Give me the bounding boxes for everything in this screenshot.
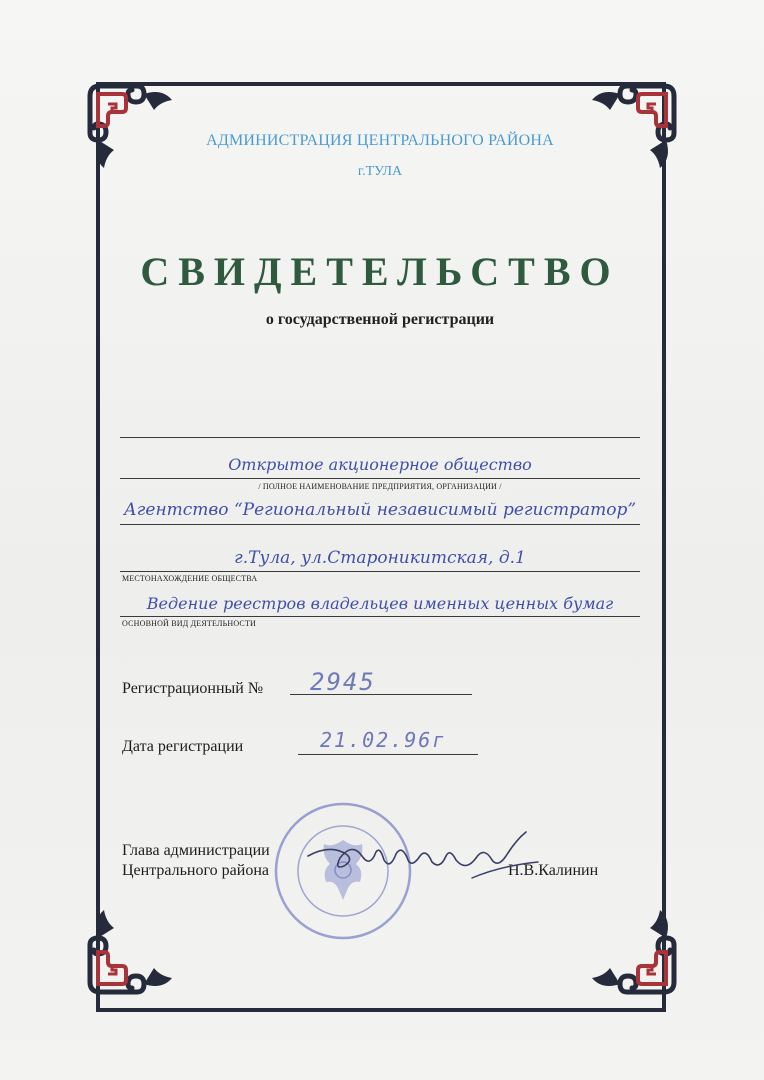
activity-caption: ОСНОВНОЙ ВИД ДЕЯТЕЛЬНОСТИ — [122, 619, 257, 628]
signatory-title-line1: Глава администрации — [122, 842, 270, 859]
address-caption: МЕСТОНАХОЖДЕНИЕ ОБЩЕСТВА — [122, 574, 258, 583]
corner-ornament-top-right — [582, 78, 682, 178]
signatory-name: Н.В.Калинин — [508, 862, 599, 879]
registration-number-value: 2945 — [310, 668, 376, 696]
entity-name: Агентство “Региональный независимый регистратор” — [123, 500, 637, 520]
entity-type: Открытое акционерное общество — [228, 455, 532, 474]
handwritten-signature — [300, 826, 550, 886]
document-title: СВИДЕТЕЛЬСТВО — [140, 249, 620, 294]
registration-number-line — [290, 694, 472, 695]
address-line — [120, 571, 640, 572]
corner-ornament-bottom-right — [582, 900, 682, 1000]
entity-type-line — [120, 478, 640, 479]
registration-date-line — [298, 754, 478, 755]
company-address: г.Тула, ул.Староникитская, д.1 — [234, 548, 526, 568]
blank-line-top — [120, 437, 640, 438]
corner-ornament-bottom-left — [82, 900, 182, 1000]
registration-date-label: Дата регистрации — [122, 738, 244, 755]
corner-ornament-top-left — [82, 78, 182, 178]
registration-date-value: 21.02.96г — [320, 728, 447, 752]
signatory-title-line2: Центрального района — [122, 862, 269, 879]
issuing-city: г.ТУЛА — [357, 164, 403, 179]
activity-line — [120, 616, 640, 617]
registration-number-label: Регистрационный № — [122, 680, 264, 697]
entity-caption: / ПОЛНОЕ НАИМЕНОВАНИЕ ПРЕДПРИЯТИЯ, ОРГАНИЗАЦИИ / — [258, 482, 502, 491]
document-subtitle: о государственной регистрации — [265, 311, 495, 328]
issuing-authority: АДМИНИСТРАЦИЯ ЦЕНТРАЛЬНОГО РАЙОНА — [206, 132, 554, 149]
main-activity: Ведение реестров владельцев именных ценных бумаг — [146, 594, 614, 613]
entity-name-line — [120, 524, 640, 525]
